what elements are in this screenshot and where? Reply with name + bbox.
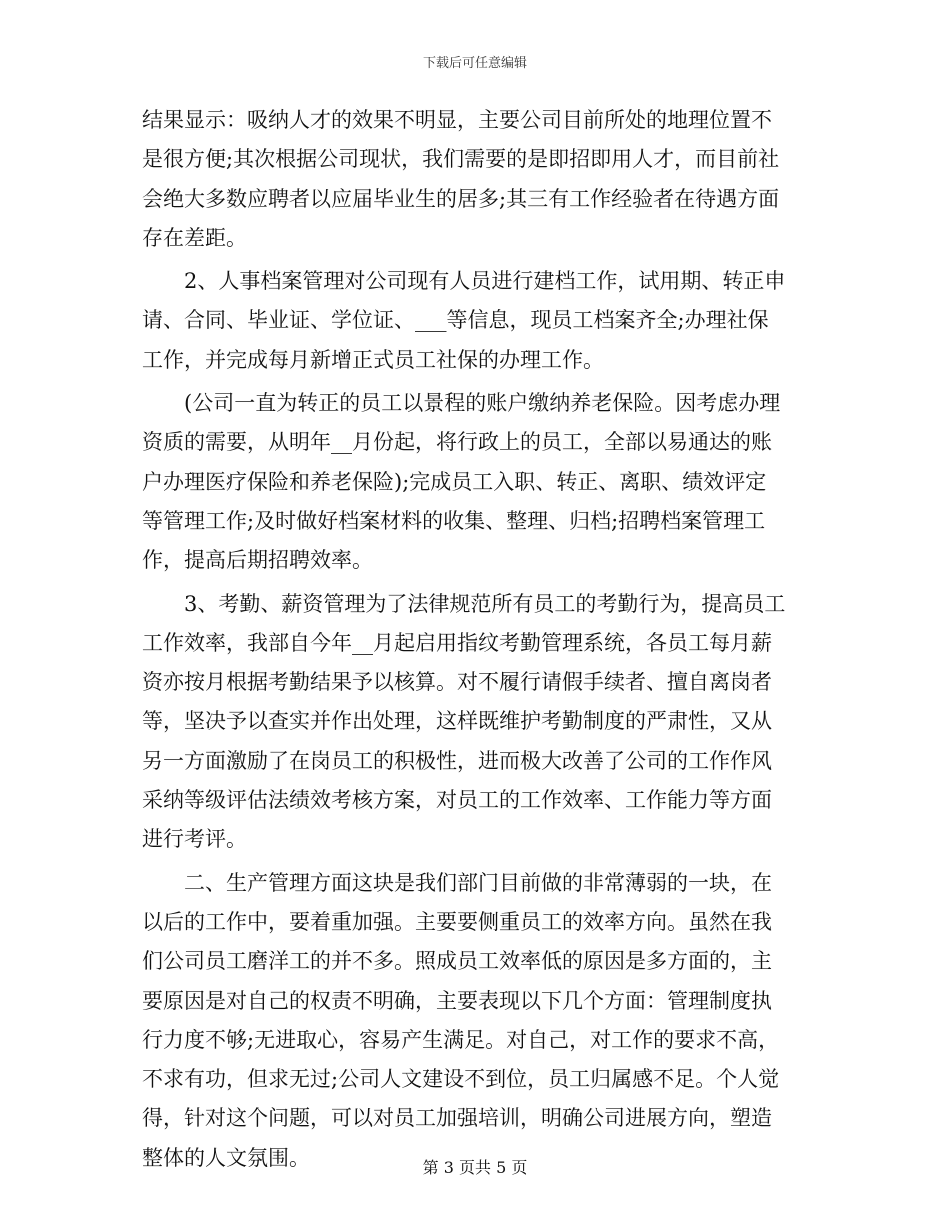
text-line: 资质的需要，从明年__月份起，将行政上的员工，全部以易通达的账 [142, 430, 772, 455]
document-body [142, 101, 812, 1178]
text-line: 等，坚决予以查实并作出处理，这样既维护考勤制度的严肃性，又从 [142, 709, 772, 734]
text-line: 会绝大多数应聘者以应届毕业生的居多;其三有工作经验者在待遇方面 [142, 186, 780, 211]
page-header: 下载后可任意编辑 [422, 56, 527, 71]
text-line: 3、考勤、薪资管理为了法律规范所有员工的考勤行为，提高员工 [184, 591, 786, 616]
text-line: 得，针对这个问题，可以对员工加强培训，明确公司进展方向，塑造 [142, 1106, 772, 1131]
text-line: 结果显示：吸纳人才的效果不明显，主要公司目前所处的地理位置不 [142, 108, 772, 132]
text-line: 二、生产管理方面这块是我们部门目前做的非常薄弱的一块，在 [184, 870, 772, 895]
text-line: 等管理工作;及时做好档案材料的收集、整理、归档;招聘档案管理工 [142, 508, 766, 533]
text-line: 不求有功，但求无过;公司人文建设不到位，员工归属感不足。个人觉 [142, 1067, 780, 1092]
text-line: 作，提高后期招聘效率。 [142, 548, 373, 573]
text-line: 采纳等级评估法绩效考核方案，对员工的工作效率、工作能力等方面 [142, 788, 772, 813]
text-line: 资亦按月根据考勤结果予以核算。对不履行请假手续者、擅自离岗者 [142, 670, 772, 695]
text-line: 存在差距。 [142, 225, 247, 250]
page-footer: 第 3 页共 5 页 [422, 1158, 528, 1177]
text-line: 请、合同、毕业证、学位证、___等信息，现员工档案齐全;办理社保 [142, 308, 769, 333]
text-line: 工作，并完成每月新增正式员工社保的办理工作。 [142, 347, 604, 372]
text-line: 整体的人文氛围。 [142, 1145, 310, 1170]
text-line: 行力度不够;无进取心，容易产生满足。对自己，对工作的要求不高， [142, 1027, 780, 1052]
text-line: 工作效率，我部自今年__月起启用指纹考勤管理系统，各员工每月薪 [142, 630, 772, 655]
paragraph [142, 262, 812, 380]
text-line: 以后的工作中，要着重加强。主要要侧重员工的效率方向。虽然在我 [142, 909, 772, 934]
text-line: (公司一直为转正的员工以景程的账户缴纳养老保险。因考虑办理 [184, 391, 781, 416]
text-line: 2、人事档案管理对公司现有人员进行建档工作，试用期、转正申 [184, 269, 786, 294]
paragraph [142, 101, 812, 258]
paragraph [142, 864, 812, 1178]
text-line: 户办理医疗保险和养老保险);完成员工入职、转正、离职、绩效评定 [142, 469, 767, 494]
paragraph [142, 384, 812, 580]
text-line: 是很方便;其次根据公司现状，我们需要的是即招即用人才，而目前社 [142, 147, 780, 172]
text-line: 进行考评。 [142, 827, 247, 852]
text-line: 要原因是对自己的权责不明确，主要表现以下几个方面：管理制度执 [142, 988, 772, 1013]
paragraph [142, 585, 812, 860]
text-line: 另一方面激励了在岗员工的积极性，进而极大改善了公司的工作作风 [142, 748, 772, 773]
text-line: 们公司员工磨洋工的并不多。照成员工效率低的原因是多方面的，主 [142, 949, 772, 974]
